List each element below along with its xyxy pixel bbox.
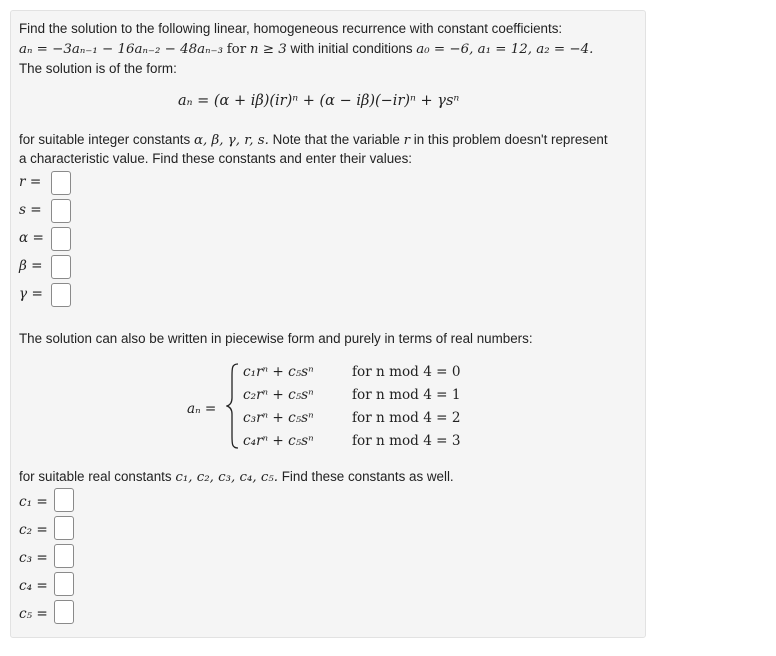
for-word: for — [226, 42, 247, 57]
constants-line-1 — [19, 131, 608, 150]
solution-formula: aₙ = (α + iβ)(ir)ⁿ + (α − iβ)(−ir)ⁿ + γsⁿ — [178, 93, 460, 109]
c1-input[interactable] — [54, 488, 74, 512]
field-c1-label: c₁ = — [19, 494, 48, 510]
field-c3-label: c₃ = — [19, 550, 48, 566]
piecewise-intro: The solution can also be written in piecewise form and purely in terms of real numbers: — [19, 331, 533, 346]
with-initial-text: with initial conditions — [290, 41, 413, 56]
constants-text-c: in this problem doesn't represent — [413, 132, 608, 147]
recurrence-condition: n ≥ 3 — [249, 42, 287, 57]
case-1-expr: c₁rⁿ + c₅sⁿ — [243, 364, 314, 380]
field-r-label: r = — [19, 174, 42, 190]
constants-text-a: for suitable integer constants — [19, 132, 191, 147]
case-2-expr: c₂rⁿ + c₅sⁿ — [243, 387, 314, 403]
r-input[interactable] — [51, 171, 71, 195]
form-intro: The solution is of the form: — [19, 61, 177, 76]
initial-conditions: a₀ = −6, a₁ = 12, a₂ = −4. — [416, 42, 594, 57]
outro-text-a: for suitable real constants — [19, 469, 172, 484]
piecewise-brace — [226, 362, 240, 450]
constants-r: r — [403, 133, 411, 148]
problem-intro: Find the solution to the following linear, homogeneous recurrence with constant coefficients: — [19, 21, 563, 36]
field-beta-label: β = — [19, 258, 43, 274]
outro-symbols: c₁, c₂, c₃, c₄, c₅. — [175, 470, 278, 485]
c4-input[interactable] — [54, 572, 74, 596]
recurrence-equation: aₙ = −3aₙ₋₁ − 16aₙ₋₂ − 48aₙ₋₃ — [19, 42, 223, 57]
constants-symbols: α, β, γ, r, s. — [193, 133, 269, 148]
field-alpha-label: α = — [19, 230, 44, 246]
case-4-expr: c₄rⁿ + c₅sⁿ — [243, 433, 314, 449]
c3-input[interactable] — [54, 544, 74, 568]
alpha-input[interactable] — [51, 227, 71, 251]
field-c5-label: c₅ = — [19, 606, 48, 622]
recurrence-line — [19, 40, 593, 59]
c2-input[interactable] — [54, 516, 74, 540]
field-c4-label: c₄ = — [19, 578, 48, 594]
case-1-cond: for n mod 4 = 0 — [352, 364, 461, 380]
piecewise-lhs: aₙ = — [187, 401, 217, 417]
field-c2-label: c₂ = — [19, 522, 48, 538]
s-input[interactable] — [51, 199, 71, 223]
case-3-expr: c₃rⁿ + c₅sⁿ — [243, 410, 314, 426]
gamma-input[interactable] — [51, 283, 71, 307]
constants-text-b: Note that the variable — [272, 132, 400, 147]
field-s-label: s = — [19, 202, 42, 218]
beta-input[interactable] — [51, 255, 71, 279]
field-gamma-label: γ = — [19, 286, 43, 302]
outro-text-b: Find these constants as well. — [281, 469, 454, 484]
constants-line-2: a characteristic value. Find these constants and enter their values: — [19, 151, 413, 166]
piecewise-outro — [19, 468, 454, 487]
c5-input[interactable] — [54, 600, 74, 624]
case-3-cond: for n mod 4 = 2 — [352, 410, 461, 426]
case-2-cond: for n mod 4 = 1 — [352, 387, 461, 403]
case-4-cond: for n mod 4 = 3 — [352, 433, 461, 449]
